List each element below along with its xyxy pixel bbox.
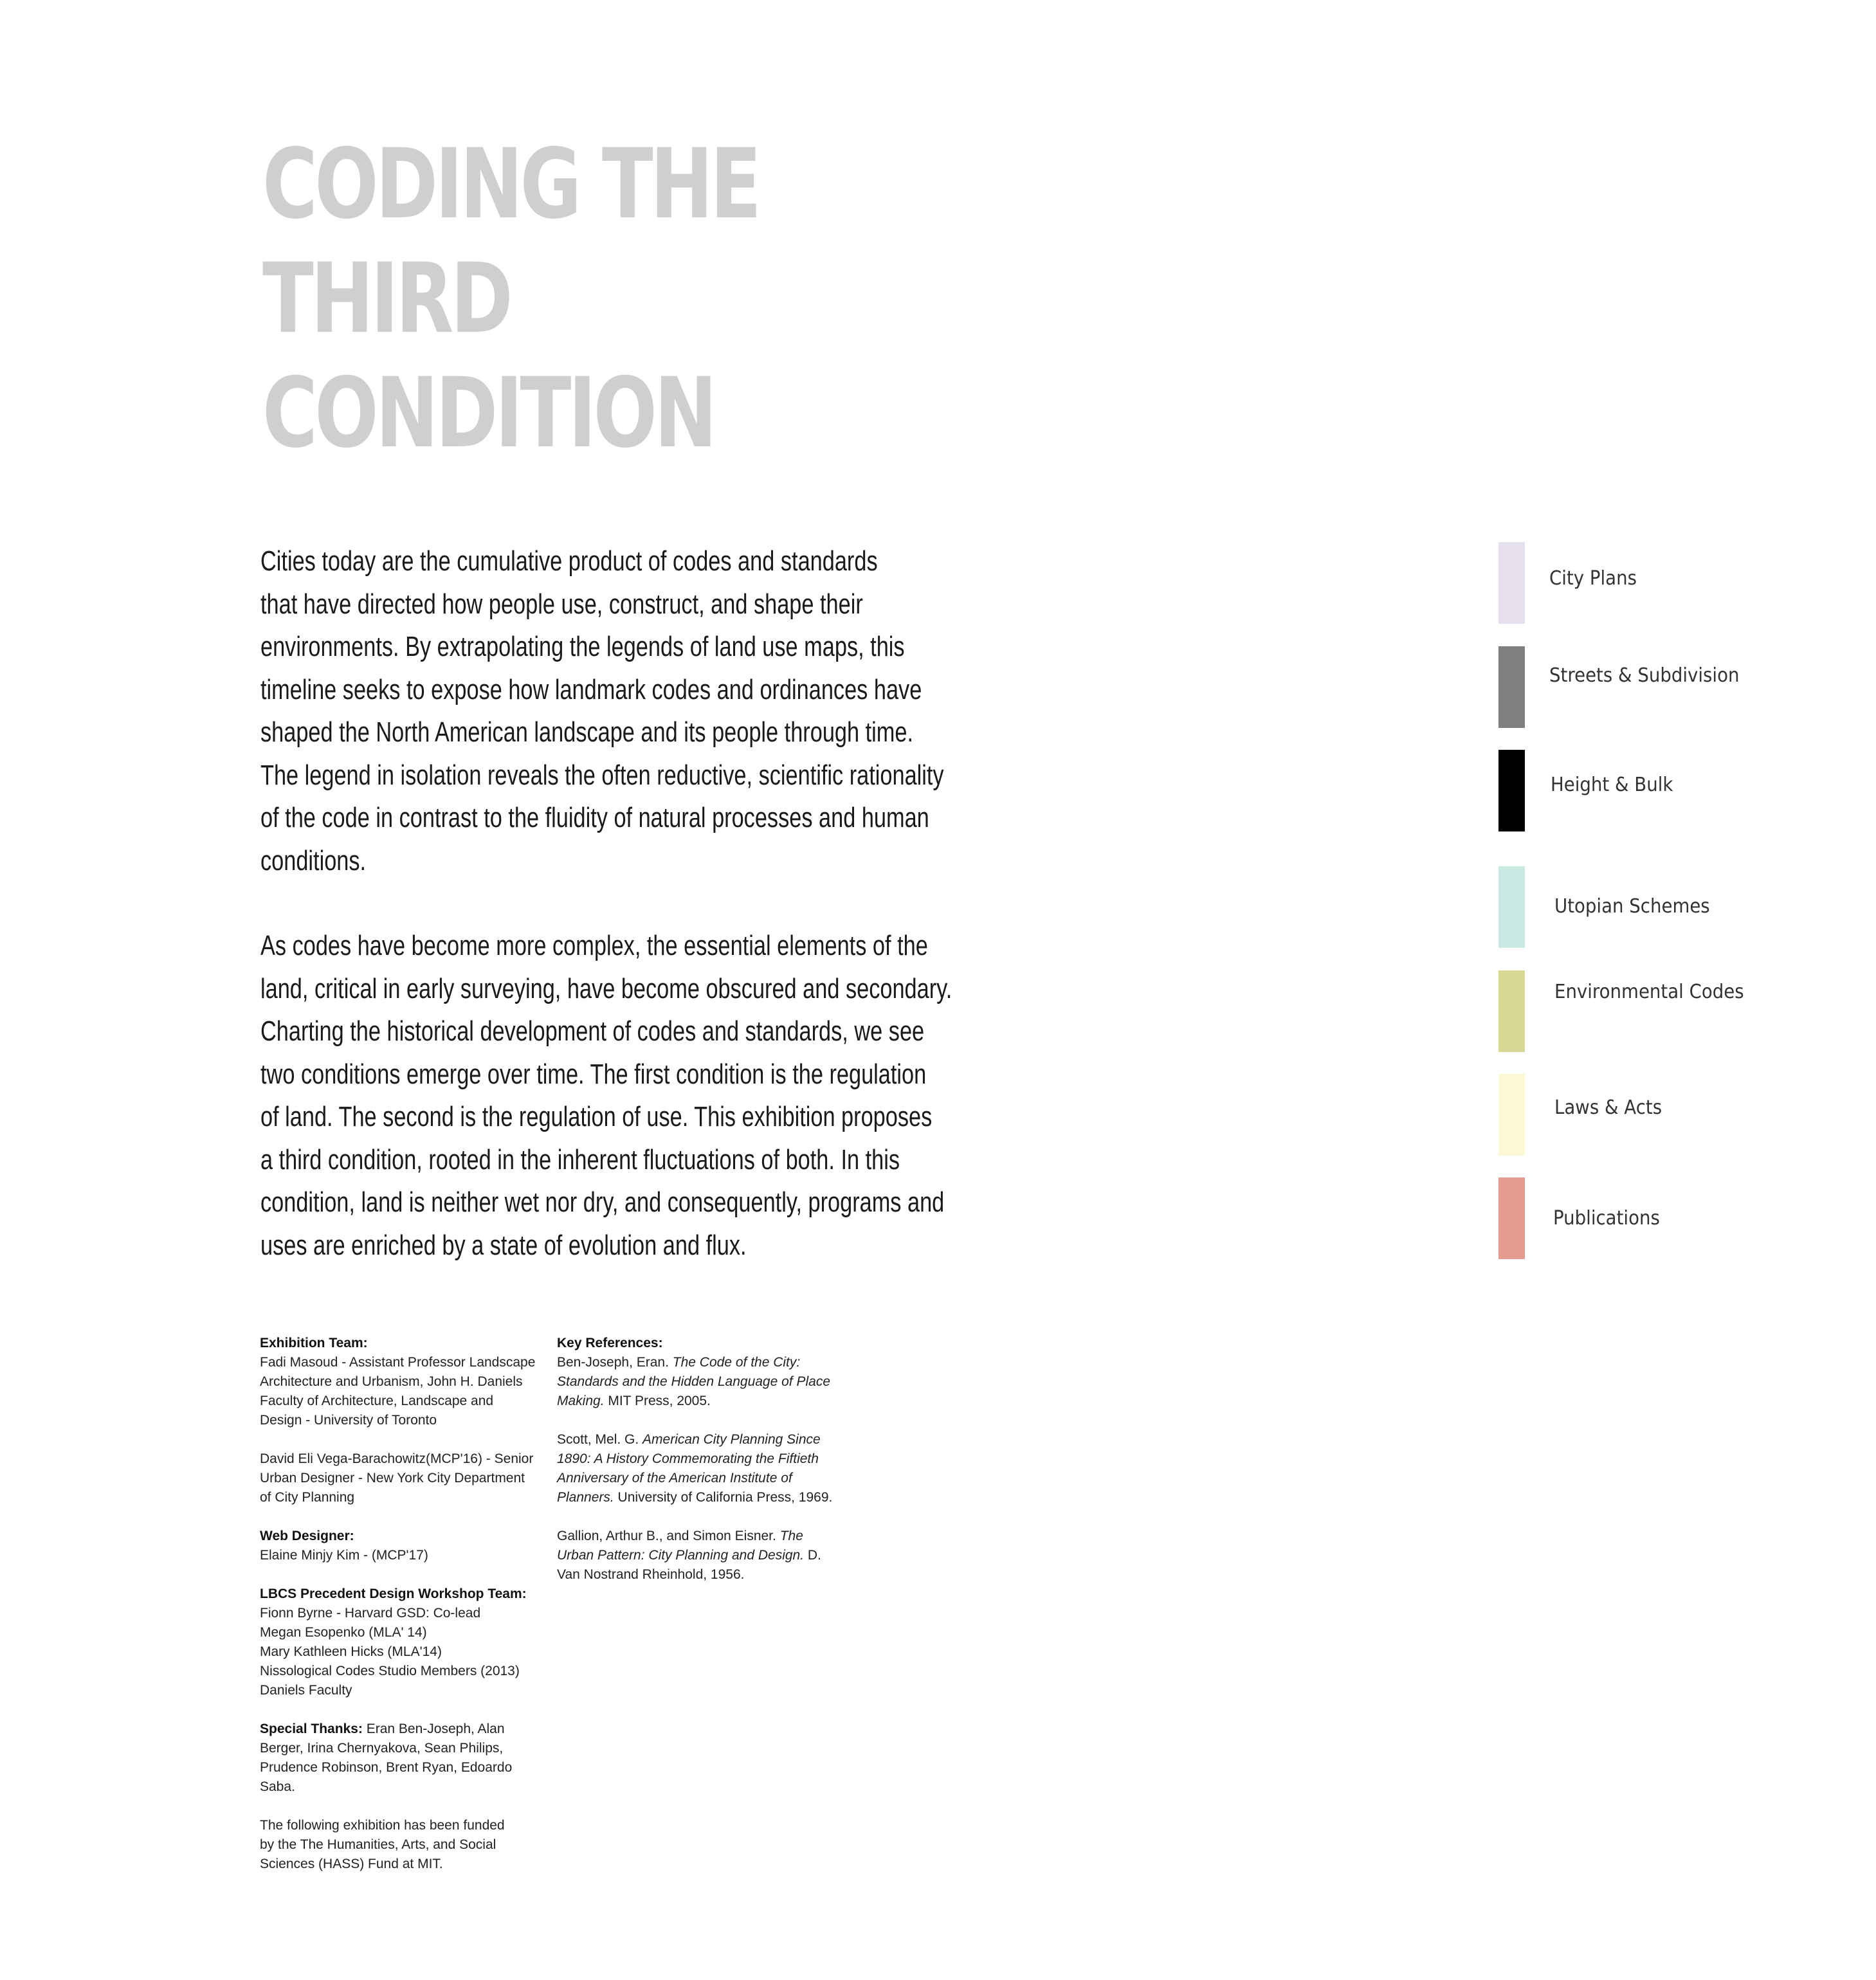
- legend-label-utopian-schemes: Utopian Schemes: [1554, 895, 1710, 918]
- title-line: CONDITION: [262, 358, 715, 469]
- legend-swatch-height-bulk: [1498, 750, 1525, 831]
- special-thanks: [260, 1720, 556, 1797]
- legend-swatch-publications: [1498, 1177, 1525, 1259]
- special-thanks-heading: Special Thanks:: [260, 1721, 363, 1736]
- workshop-team: [260, 1585, 556, 1700]
- legend-label-environmental-codes: Environmental Codes: [1554, 981, 1744, 1003]
- legend-swatch-utopian-schemes: [1498, 866, 1525, 948]
- special-thanks-names: Eran Ben-Joseph, Alan Berger, Irina Chernyakova, Sean Philips, Prudence Robinson, Brent Ryan, Edoardo Saba.: [260, 1721, 513, 1794]
- web-designer: [260, 1527, 556, 1565]
- exhibition-team-member: Fadi Masoud - Assistant Professor Landscape Architecture and Urbanism, John H. Daniels Faculty of Architecture, Landscape and Design - University of Toronto: [260, 1355, 536, 1428]
- exhibition-team-member-2: David Eli Vega-Barachowitz(MCP'16) - Senior Urban Designer - New York City Department of City Planning: [260, 1451, 534, 1505]
- legend-label-city-plans: City Plans: [1549, 567, 1637, 590]
- reference-author: Gallion, Arthur B., and Simon Eisner.: [557, 1529, 780, 1543]
- reference-3: [557, 1527, 853, 1585]
- workshop-members: Fionn Byrne - Harvard GSD: Co-lead Megan Esopenko (MLA' 14) Mary Kathleen Hicks (MLA'14) Nissological Codes Studio Members (2013) Daniels Faculty: [260, 1606, 520, 1698]
- intro-paragraph-1: Cities today are the cumulative product of codes and standards that have directed how people use, construct, and shape their environments. By extrapolating the legends of land use maps, this timeline seeks to expose how landmark codes and ordinances have shaped the North American landscape and its people through time. The legend in isolation reveals the often reductive, scientific rationality of the code in contrast to the fluidity of natural processes and human conditions.: [260, 545, 944, 876]
- web-designer-heading: Web Designer:: [260, 1529, 354, 1543]
- web-designer-name: Elaine Minjy Kim - (MCP'17): [260, 1548, 428, 1563]
- legend-swatch-streets-subdivision: [1498, 646, 1525, 728]
- intro-text: [260, 540, 973, 1309]
- legend-swatch-laws-acts: [1498, 1074, 1525, 1156]
- credits-column: [260, 1334, 556, 1893]
- reference-1: [557, 1334, 853, 1411]
- reference-title: The Code of the City: Standards and the Hidden Language of Place Making.: [557, 1355, 830, 1408]
- legend-label-streets-subdivision: Streets & Subdivision: [1549, 664, 1740, 687]
- legend-swatch-city-plans: [1498, 542, 1525, 624]
- exhibition-team: [260, 1334, 556, 1430]
- title-line: THIRD: [262, 243, 511, 355]
- legend-swatch-environmental-codes: [1498, 970, 1525, 1052]
- legend-label-height-bulk: Height & Bulk: [1551, 774, 1673, 796]
- reference-author: Scott, Mel. G.: [557, 1432, 643, 1447]
- reference-publisher: MIT Press, 2005.: [604, 1394, 711, 1408]
- funding-note: The following exhibition has been funded by the The Humanities, Arts, and Social Sciences (HASS) Fund at MIT.: [260, 1818, 505, 1871]
- reference-author: Ben-Joseph, Eran.: [557, 1355, 673, 1370]
- intro-paragraph-2: As codes have become more complex, the essential elements of the land, critical in early surveying, have become obscured and secondary. Charting the historical development of codes and standards, we see two conditions emerge over time. The first condition is the regulation of land. The second is the regulation of use. This exhibition proposes a third condition, rooted in the inherent fluctuations of both. In this condition, land is neither wet nor dry, and consequently, programs and uses are enriched by a state of evolution and flux.: [260, 930, 952, 1261]
- exhibition-team-heading: Exhibition Team:: [260, 1336, 368, 1350]
- legend-label-laws-acts: Laws & Acts: [1554, 1096, 1662, 1119]
- reference-title: American City Planning Since 1890: A History Commemorating the Fiftieth Anniversary of the American Institute of Planners.: [557, 1432, 821, 1505]
- page-title: [262, 127, 759, 471]
- workshop-heading: LBCS Precedent Design Workshop Team:: [260, 1586, 527, 1601]
- legend-label-publications: Publications: [1553, 1207, 1660, 1230]
- reference-publisher: D. Van Nostrand Rheinhold, 1956.: [557, 1548, 821, 1582]
- references-heading: Key References:: [557, 1336, 663, 1350]
- title-line: CODING THE: [262, 129, 759, 241]
- references-column: [557, 1334, 853, 1604]
- reference-title: The Urban Pattern: City Planning and Design.: [557, 1529, 805, 1563]
- reference-2: [557, 1430, 853, 1507]
- reference-publisher: University of California Press, 1969.: [614, 1490, 833, 1505]
